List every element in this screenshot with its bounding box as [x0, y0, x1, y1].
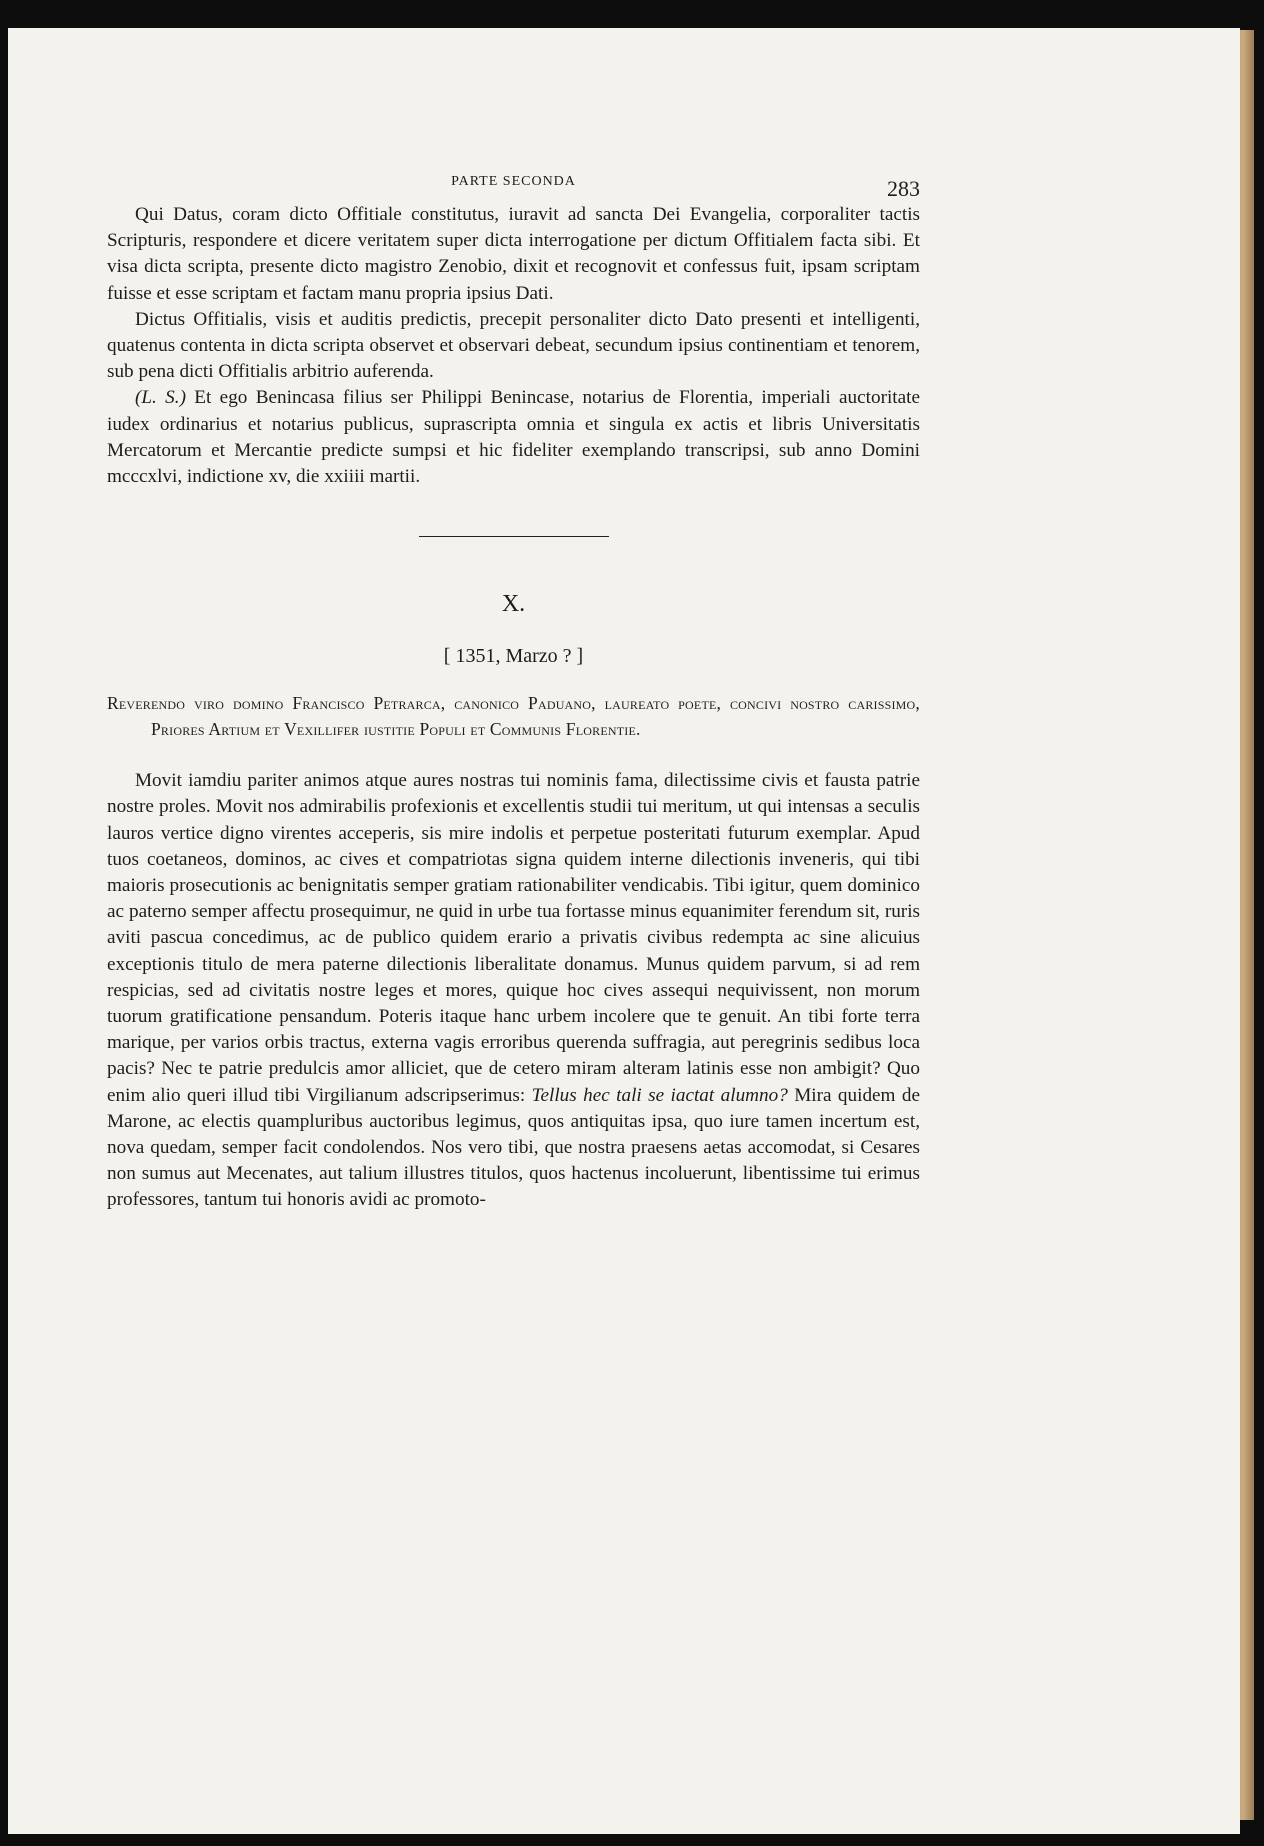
- text-block: [107, 166, 920, 1214]
- document-date: [ 1351, Marzo ? ]: [443, 645, 584, 668]
- running-head: [107, 166, 920, 202]
- document-numeral: X.: [501, 591, 526, 618]
- virgil-quotation: Tellus hec tali se iactat alumno?: [531, 1084, 788, 1106]
- paragraph-injunction: Dictus Offitialis, visis et auditis predictis, precepit personaliter dicto Dato presenti et intelligenti, quatenus contenta in dicta scripta observet et observari debeat, secundum ipsius continentiam et tenorem, sub pena dicti Offitialis arbitrio auferenda.: [107, 308, 920, 383]
- paragraph-oath: Qui Datus, coram dicto Offitiale constitutus, iuravit ad sancta Dei Evangelia, corporaliter tactis Scripturis, respondere et dicere veritatem super dicta interrogatione per dictum Offitialem facta sibi. Et visa dicta scripta, presente dicto magistro Zenobio, dixit et recognovit et confessus fuit, ipsam scriptam fuisse et esse scriptam et factam manu propria ipsius Dati.: [107, 204, 920, 304]
- section-divider: [419, 536, 609, 537]
- page-number: 283: [887, 176, 920, 201]
- seal-mark: (L. S.): [135, 387, 186, 409]
- book-page: [8, 28, 1240, 1834]
- subscription-text: Et ego Benincasa filius ser Philippi Benincase, notarius de Florentia, imperiali auctoritate iudex ordinarius et notarius publicus, suprascripta omnia et singula ex actis et libris Universitatis Mercatorum et Mercantie predicte sumpsi et hic fideliter exemplando transcripsi, sub anno Domini mcccxlvi, indictione xv, die xxiiii martii.: [107, 387, 920, 488]
- paragraph-notarial-subscription: [107, 385, 920, 490]
- letter-body-part-2: Mira quidem de Marone, ac electis quampluribus auctoribus legimus, quos antiquitas ipsa, quo iure tamen incertum est, nova quedam, semper facit condolendos. Nos vero tibi, que nostra praesens aetas accomodat, si Cesares non sumus aut Mecenates, aut talium illustres titulos, quos hactenus incoluerunt, libentissime tui erimus professores, tantum tui honoris avidi ac promoto-: [107, 1084, 920, 1211]
- running-title: PARTE SECONDA: [451, 174, 576, 189]
- letter-body: [107, 768, 920, 1213]
- letter-body-part-1: Movit iamdiu pariter animos atque aures nostras tui nominis fama, dilectissime civis et fausta patrie nostre proles. Movit nos admirabilis profexionis et excellentis studii tui meritum, ut qui intensas a seculis lauros vertice digno virentes acceperis, sis mire indolis et perpetue posteritati futurum exemplar. Apud tuos coetaneos, dominos, ac cives et compatriotas signa quidem interne dilectionis inveneris, qui tibi maioris prosecutionis ac benignitatis semper gratiam rationabiliter vendicabis. Tibi igitur, quem dominico ac paterno semper affectu prosequimur, ne quid in urbe tua fortasse minus equanimiter ferendum sit, ruris aviti pascua concedimus, ac de publico quidem erario a privatis civibus redempta ac sine alicuius exceptionis titulo de mera paterne dilectionis liberalitate donamus. Munus quidem parvum, si ad rem respicias, sed ad civitatis nostre leges et mores, quique hoc cives assequi nequivissent, non morum tuorum gratificatione pensandum. Poteris itaque hanc urbem incolere que te genuit. An tibi forte terra marique, per varios orbis tractus, externa vagis erroribus querenda suffragia, aut peregrinis sedibus loca pacis? Nec te patrie predulcis amor alliciet, que de cetero miram alteram latinis esse non ambigit? Quo enim alio queri illud tibi Virgilianum adscripserimus:: [107, 770, 920, 1106]
- letter-address: Reverendo viro domino Francisco Petrarca, canonico Paduano, laureato poete, concivi nostro carissimo, Priores Artium et Vexillifer iustitie Populi et Communis Florentie.: [107, 693, 920, 740]
